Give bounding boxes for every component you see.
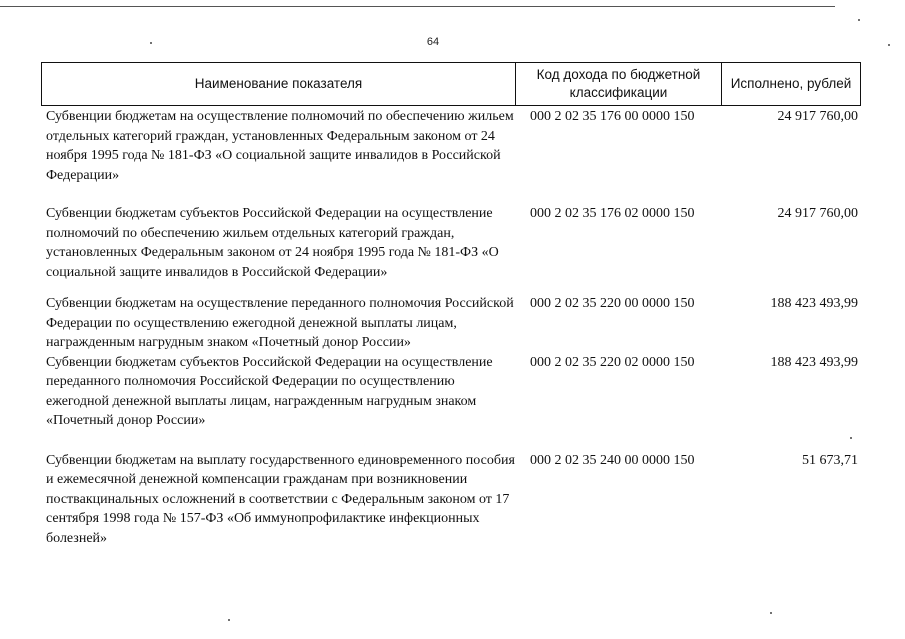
row-name: Субвенции бюджетам на осуществление полномочий по обеспечению жильем отдельных категорий граждан, установленных Федеральным законом от 24 ноября 1995 года № 181-ФЗ «О социальной защите инвалидов в Российской Федерации» <box>46 109 514 183</box>
page-top-border <box>0 6 835 7</box>
header-name: Наименование показателя <box>42 63 516 105</box>
table-header <box>41 62 861 106</box>
row-name: Субвенции бюджетам субъектов Российской Федерации на осуществление переданного полномочия Российской Федерации по осуществлению ежегодной денежной выплаты лицам, награжденным нагрудным знаком «Почетный донор России» <box>46 354 493 428</box>
row-name: Субвенции бюджетам на осуществление переданного полномочия Российской Федерации по осуществлению ежегодной денежной выплаты лицам, награжденным нагрудным знаком «Почетный донор России» <box>46 296 514 350</box>
scan-speck <box>228 619 230 621</box>
scan-speck <box>850 437 852 439</box>
row-amount: 24 917 760,00 <box>777 206 858 221</box>
table-body <box>42 107 862 548</box>
row-code: 000 2 02 35 220 00 0000 150 <box>530 296 695 311</box>
row-code: 000 2 02 35 220 02 0000 150 <box>530 354 695 370</box>
row-name: Субвенции бюджетам субъектов Российской Федерации на осуществление полномочий по обеспечению жильем отдельных категорий граждан, установленных Федеральным законом от 24 ноября 1995 года № 181-ФЗ «О социальной защите инвалидов в Российской Федерации» <box>46 206 499 280</box>
row-code: 000 2 02 35 176 02 0000 150 <box>530 206 695 221</box>
scan-speck <box>150 42 152 44</box>
page-number: 64 <box>426 36 440 48</box>
table-row <box>42 204 862 282</box>
row-code: 000 2 02 35 240 00 0000 150 <box>530 452 695 468</box>
scan-speck <box>770 612 772 614</box>
table-row <box>42 294 862 353</box>
row-amount: 188 423 493,99 <box>770 296 858 311</box>
header-amount: Исполнено, рублей <box>730 76 852 91</box>
table-row <box>42 107 862 185</box>
row-code: 000 2 02 35 176 00 0000 150 <box>530 109 695 124</box>
row-amount: 51 673,71 <box>802 452 858 468</box>
header-code: Код дохода по бюджетной классификации <box>516 63 722 105</box>
row-name: Субвенции бюджетам на выплату государственного единовременного пособия и ежемесячной денежной компенсации гражданам при возникновении поствакцинальных осложнений в соответствии с Федеральным законом от 17 сентября 1998 года № 157-ФЗ «Об иммунопрофилактике инфекционных болезней» <box>46 452 515 546</box>
scan-speck <box>888 44 890 46</box>
table-row <box>42 451 862 549</box>
table-row <box>42 353 862 431</box>
row-amount: 24 917 760,00 <box>777 109 858 124</box>
scan-speck <box>858 19 860 21</box>
row-amount: 188 423 493,99 <box>770 354 858 370</box>
